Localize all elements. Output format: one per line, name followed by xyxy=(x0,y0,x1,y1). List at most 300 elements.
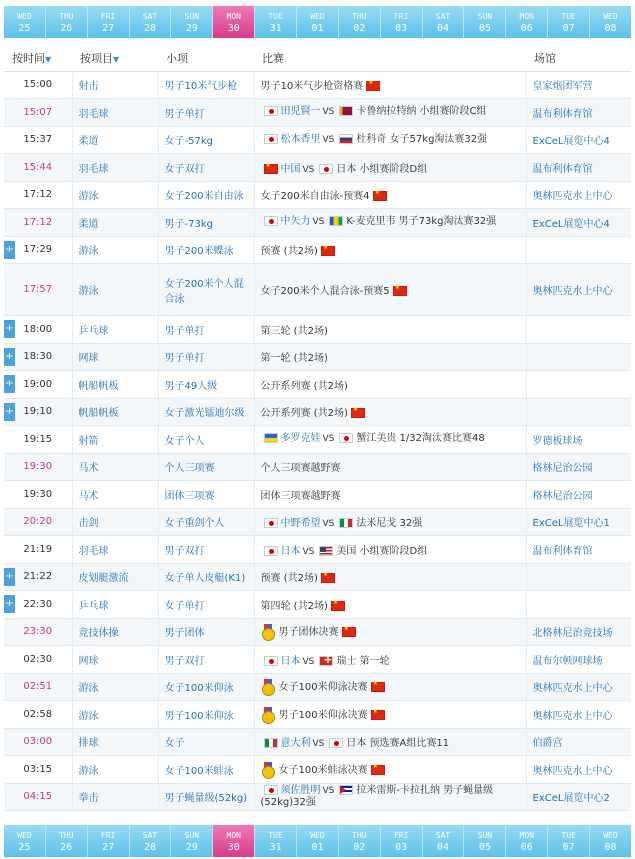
sport-link[interactable]: 射箭 xyxy=(72,426,158,454)
sort-by-sport-header[interactable]: 按项目▼ xyxy=(72,45,158,71)
event-link[interactable]: 女子100米仰泳 xyxy=(158,673,254,701)
match-cell xyxy=(254,646,526,674)
date-tab-weekday: FRI xyxy=(393,831,409,840)
cn-flag-icon xyxy=(371,765,385,775)
date-tab-weekday: SUN xyxy=(477,12,493,21)
event-link[interactable]: 女子双打 xyxy=(158,154,254,182)
date-tab-weekday: SUN xyxy=(184,12,200,21)
time-text: 19:15 xyxy=(23,433,53,445)
venue-link[interactable]: 格林尼治公园 xyxy=(526,453,631,481)
match-cell xyxy=(254,673,526,701)
time-cell xyxy=(4,99,72,127)
sport-link[interactable]: 帆船帆板 xyxy=(72,371,158,399)
team-a-label: 中矢力 xyxy=(280,216,311,228)
venue-link[interactable]: 奥林匹克水上中心 xyxy=(526,181,631,209)
match-cell xyxy=(254,591,526,619)
table-row xyxy=(4,398,631,426)
event-link[interactable]: 团体三项赛 xyxy=(158,481,254,509)
time-cell xyxy=(4,646,72,674)
date-tab-day: 02 xyxy=(353,842,366,853)
venue-link[interactable] xyxy=(526,343,631,371)
time-text: 02:51 xyxy=(23,681,53,693)
event-link[interactable]: 女子个人 xyxy=(158,426,254,454)
match-text: 女子100米仰泳决赛 xyxy=(278,682,368,694)
jp-flag-icon xyxy=(319,164,333,174)
date-tab[interactable] xyxy=(464,825,506,857)
match-text: 团体三项赛越野赛 xyxy=(260,490,341,502)
date-tab[interactable] xyxy=(423,825,465,857)
match-detail: 蟹江美贵 1/32淘汰赛比赛48 xyxy=(356,433,485,445)
match-cell xyxy=(254,453,526,481)
match-cell xyxy=(254,316,526,344)
event-link[interactable]: 男子单打 xyxy=(158,343,254,371)
table-row xyxy=(4,209,631,237)
expand-button[interactable]: + xyxy=(4,348,15,366)
cn-flag-icon xyxy=(321,246,335,256)
table-header xyxy=(4,45,631,71)
jp-flag-icon xyxy=(339,433,353,443)
match-text: 第四轮 (共2场) xyxy=(260,600,328,612)
ch-flag-icon xyxy=(319,656,333,666)
date-tab[interactable] xyxy=(130,825,172,857)
match-cell xyxy=(254,728,526,756)
medal-icon xyxy=(261,624,275,640)
match-content xyxy=(261,246,338,257)
date-tab-weekday: FRI xyxy=(393,12,409,21)
match-text: 男子团体决赛 xyxy=(278,627,339,639)
date-tab-weekday: THU xyxy=(352,12,367,21)
time-text: 18:30 xyxy=(23,351,53,363)
match-cell xyxy=(254,783,526,811)
match-cell xyxy=(254,236,526,264)
sport-link[interactable]: 乒乓球 xyxy=(72,591,158,619)
date-tab-day: 04 xyxy=(437,842,450,853)
date-tab[interactable] xyxy=(213,825,255,857)
match-content xyxy=(261,81,384,92)
match-detail: K-麦克里韦 男子73kg淘汰赛32强 xyxy=(346,216,497,228)
venue-link[interactable] xyxy=(526,398,631,426)
date-bar-bottom xyxy=(4,825,631,857)
cn-flag-icon xyxy=(331,601,345,611)
table-row xyxy=(4,536,631,564)
date-tab-weekday: THU xyxy=(59,831,74,840)
jp-flag-icon xyxy=(264,518,278,528)
sport-link[interactable]: 游泳 xyxy=(72,673,158,701)
vc-flag-icon xyxy=(329,216,343,226)
date-tab[interactable] xyxy=(4,6,46,38)
time-text: 21:19 xyxy=(23,543,53,555)
time-cell xyxy=(4,264,72,316)
sport-link[interactable]: 击剑 xyxy=(72,508,158,536)
expand-button[interactable]: + xyxy=(4,320,15,338)
date-tab-weekday: WED xyxy=(310,12,325,21)
time-text: 02:58 xyxy=(23,708,53,720)
sport-link[interactable]: 游泳 xyxy=(72,701,158,729)
time-text: 03:15 xyxy=(23,763,53,775)
event-column-header: 小项 xyxy=(158,45,254,71)
match-text: 预赛 (共2场) xyxy=(260,573,318,585)
event-link[interactable]: 男子单打 xyxy=(158,316,254,344)
date-tab-weekday: FRI xyxy=(100,831,116,840)
date-tab[interactable] xyxy=(464,6,506,38)
date-tab-day: 05 xyxy=(478,23,491,34)
table-row xyxy=(4,453,631,481)
venue-link[interactable]: 伯爵宫 xyxy=(526,728,631,756)
match-cell xyxy=(254,181,526,209)
match-content xyxy=(261,627,359,638)
match-content xyxy=(261,408,368,419)
match-cell xyxy=(254,154,526,182)
team-a-label: 田児賢一 xyxy=(280,106,321,118)
time-text: 15:07 xyxy=(23,106,53,118)
date-tab-weekday: SUN xyxy=(184,831,200,840)
cn-flag-icon xyxy=(342,627,356,637)
event-link[interactable]: 男子100米仰泳 xyxy=(158,701,254,729)
table-row xyxy=(4,508,631,536)
time-text: 18:00 xyxy=(23,323,53,335)
venue-link[interactable]: ExCeL展览中心2 xyxy=(526,783,631,811)
date-tab-weekday: WED xyxy=(310,831,325,840)
venue-link[interactable]: 格林尼治公园 xyxy=(526,481,631,509)
table-row xyxy=(4,126,631,154)
date-tab-weekday: WED xyxy=(17,831,32,840)
date-tab-day: 25 xyxy=(18,23,31,34)
medal-icon xyxy=(261,707,275,723)
match-content xyxy=(261,656,390,667)
date-tab[interactable] xyxy=(339,6,381,38)
match-text: 男子100米仰泳决赛 xyxy=(278,709,368,721)
table-row xyxy=(4,426,631,454)
match-content xyxy=(261,546,428,557)
table-row xyxy=(4,591,631,619)
venue-link[interactable]: 温布利体育馆 xyxy=(526,154,631,182)
expand-button[interactable]: + xyxy=(4,595,15,613)
sport-link[interactable]: 排球 xyxy=(72,728,158,756)
match-text: 女子200米自由泳-预赛4 xyxy=(260,191,370,203)
date-tab-day: 05 xyxy=(478,842,491,853)
match-cell xyxy=(254,426,526,454)
date-tab[interactable] xyxy=(171,6,213,38)
cn-flag-icon xyxy=(373,191,387,201)
match-content xyxy=(261,106,520,118)
date-tab-weekday: MON xyxy=(226,831,241,840)
date-tab[interactable] xyxy=(255,6,297,38)
time-text: 03:00 xyxy=(23,736,53,748)
date-tab-day: 28 xyxy=(143,23,157,34)
sort-arrow-icon: ▼ xyxy=(113,54,120,64)
date-tab-weekday: TUE xyxy=(268,12,283,21)
match-content xyxy=(261,164,428,175)
time-cell xyxy=(4,783,72,811)
jp-flag-icon xyxy=(329,738,343,748)
match-text: 男子10米气步枪资格赛 xyxy=(260,81,364,93)
date-tab-day: 01 xyxy=(311,23,324,34)
date-tab[interactable] xyxy=(130,6,172,38)
venue-link[interactable]: ExCeL展览中心4 xyxy=(526,209,631,237)
time-cell xyxy=(4,536,72,564)
medal-icon xyxy=(261,762,275,778)
date-tab[interactable] xyxy=(46,825,88,857)
match-cell xyxy=(254,508,526,536)
sport-link[interactable]: 羽毛球 xyxy=(72,154,158,182)
match-cell xyxy=(254,126,526,154)
time-text: 19:30 xyxy=(23,461,53,473)
date-tab[interactable] xyxy=(213,6,255,38)
match-cell xyxy=(254,99,526,127)
time-cell xyxy=(4,316,72,344)
match-cell xyxy=(254,371,526,399)
venue-link[interactable]: ExCeL展览中心1 xyxy=(526,508,631,536)
sport-link[interactable]: 拳击 xyxy=(72,783,158,811)
versus-label: VS xyxy=(302,546,315,557)
venue-link[interactable] xyxy=(526,371,631,399)
date-tab-weekday: MON xyxy=(226,12,241,21)
event-link[interactable]: 女子单打 xyxy=(158,591,254,619)
sort-by-time-header[interactable]: 按时间▼ xyxy=(4,45,72,71)
event-link[interactable]: 女子-57kg xyxy=(158,126,254,154)
sport-link[interactable]: 乒乓球 xyxy=(72,316,158,344)
time-cell xyxy=(4,398,72,426)
date-tab-weekday: WED xyxy=(603,12,618,21)
match-cell xyxy=(254,264,526,316)
sport-link[interactable]: 竞技体操 xyxy=(72,618,158,646)
event-link[interactable]: 女子激光镭迪尔级 xyxy=(158,398,254,426)
match-content xyxy=(261,353,328,364)
time-text: 17:12 xyxy=(23,189,53,201)
time-cell xyxy=(4,728,72,756)
team-a-label: 意大利 xyxy=(280,738,311,750)
match-text: 公开系列赛 (共2场) xyxy=(260,380,348,392)
event-link[interactable]: 女子200米个人混合泳 xyxy=(158,264,254,316)
sport-link[interactable]: 马术 xyxy=(72,481,158,509)
time-text: 15:44 xyxy=(23,161,53,173)
expand-button[interactable]: + xyxy=(4,241,15,259)
date-tab[interactable] xyxy=(46,6,88,38)
event-link[interactable]: 女子 xyxy=(158,728,254,756)
date-tab-day: 01 xyxy=(311,842,324,853)
event-link[interactable]: 男子蝇量级(52kg) xyxy=(158,783,254,811)
time-cell xyxy=(4,453,72,481)
venue-link[interactable]: 奥林匹克水上中心 xyxy=(526,701,631,729)
lk-flag-icon xyxy=(339,106,353,116)
sport-link[interactable]: 柔道 xyxy=(72,209,158,237)
event-link[interactable]: 女子重剑个人 xyxy=(158,508,254,536)
team-a-label: 松本香里 xyxy=(280,133,321,145)
jp-flag-icon xyxy=(264,785,278,795)
cn-flag-icon xyxy=(351,408,365,418)
match-content xyxy=(261,710,388,721)
cn-flag-icon xyxy=(371,710,385,720)
venue-link[interactable] xyxy=(526,316,631,344)
event-link[interactable]: 男子49人级 xyxy=(158,371,254,399)
venue-link[interactable] xyxy=(526,591,631,619)
match-detail: 杜科奇 女子57kg淘汰赛32强 xyxy=(356,133,488,145)
venue-link[interactable]: 奥林匹克水上中心 xyxy=(526,756,631,784)
match-content xyxy=(261,381,348,392)
match-text: 个人三项赛越野赛 xyxy=(260,463,341,475)
event-link[interactable]: 男子双打 xyxy=(158,536,254,564)
time-cell xyxy=(4,756,72,784)
time-text: 22:30 xyxy=(23,598,53,610)
sport-link[interactable]: 网球 xyxy=(72,343,158,371)
date-tab[interactable] xyxy=(590,6,631,38)
match-column-header: 比赛 xyxy=(254,45,526,71)
event-link[interactable]: 女子单人皮艇(K1) xyxy=(158,563,254,591)
date-tab-day: 02 xyxy=(353,23,366,34)
si-flag-icon xyxy=(339,134,353,144)
table-row xyxy=(4,181,631,209)
versus-label: VS xyxy=(302,656,315,667)
date-tab-day: 25 xyxy=(18,842,31,853)
date-tab[interactable] xyxy=(506,825,548,857)
venue-link[interactable]: 温布利体育馆 xyxy=(526,99,631,127)
date-tab[interactable] xyxy=(423,6,465,38)
time-cell xyxy=(4,701,72,729)
sport-link[interactable]: 柔道 xyxy=(72,126,158,154)
date-tab-day: 31 xyxy=(269,23,282,34)
time-text: 19:30 xyxy=(23,488,53,500)
time-text: 02:30 xyxy=(23,653,53,665)
table-row xyxy=(4,71,631,99)
event-link[interactable]: 男子单打 xyxy=(158,99,254,127)
event-link[interactable]: 男子团体 xyxy=(158,618,254,646)
date-tab[interactable] xyxy=(548,825,590,857)
match-detail: 卡鲁纳拉特纳 小组赛阶段C组 xyxy=(356,106,487,118)
match-cell xyxy=(254,618,526,646)
date-tab-weekday: SAT xyxy=(142,12,158,21)
venue-link[interactable]: 奥林匹克水上中心 xyxy=(526,673,631,701)
venue-link[interactable]: 奥林匹克水上中心 xyxy=(526,264,631,316)
time-cell xyxy=(4,426,72,454)
match-content xyxy=(261,738,450,749)
match-cell xyxy=(254,343,526,371)
sport-link[interactable]: 游泳 xyxy=(72,264,158,316)
venue-link[interactable] xyxy=(526,563,631,591)
date-tab[interactable] xyxy=(590,825,631,857)
event-link[interactable]: 男子200米蝶泳 xyxy=(158,236,254,264)
sport-link[interactable]: 网球 xyxy=(72,646,158,674)
expand-button[interactable]: + xyxy=(4,568,15,586)
match-detail: 瑞士 第一轮 xyxy=(336,655,390,667)
date-tab-weekday: SAT xyxy=(435,831,451,840)
date-tab-weekday: TUE xyxy=(268,831,283,840)
table-row xyxy=(4,756,631,784)
table-row xyxy=(4,236,631,264)
team-a-label: 中国 xyxy=(280,163,301,175)
match-content xyxy=(261,216,520,228)
date-tab-weekday: SUN xyxy=(477,831,493,840)
sport-link[interactable]: 帆船帆板 xyxy=(72,398,158,426)
table-row xyxy=(4,783,631,811)
venue-link[interactable]: 北格林尼治竞技场 xyxy=(526,618,631,646)
date-tab[interactable] xyxy=(255,825,297,857)
table-row xyxy=(4,646,631,674)
date-tab-day: 27 xyxy=(102,842,115,853)
ua-flag-icon xyxy=(264,433,278,443)
match-cell xyxy=(254,563,526,591)
sport-link[interactable]: 马术 xyxy=(72,453,158,481)
time-text: 23:30 xyxy=(23,626,53,638)
date-tab-day: 06 xyxy=(520,23,533,34)
versus-label: VS xyxy=(322,134,335,145)
date-tab[interactable] xyxy=(381,825,423,857)
event-link[interactable]: 女子200米自由泳 xyxy=(158,181,254,209)
event-link[interactable]: 男子双打 xyxy=(158,646,254,674)
venue-link[interactable]: 罗德板球场 xyxy=(526,426,631,454)
sport-link[interactable]: 游泳 xyxy=(72,236,158,264)
match-cell xyxy=(254,701,526,729)
time-text: 20:20 xyxy=(23,516,53,528)
sport-link[interactable]: 游泳 xyxy=(72,756,158,784)
schedule-table xyxy=(4,45,631,811)
event-link[interactable]: 男子10米气步枪 xyxy=(158,71,254,99)
cn-flag-icon xyxy=(321,573,335,583)
sport-link[interactable]: 射击 xyxy=(72,71,158,99)
date-tab-day: 30 xyxy=(227,23,240,34)
versus-label: VS xyxy=(312,217,325,228)
date-tab[interactable] xyxy=(297,6,339,38)
sport-link[interactable]: 羽毛球 xyxy=(72,536,158,564)
it-flag-icon xyxy=(339,518,353,528)
sport-link[interactable]: 皮划艇激流 xyxy=(72,563,158,591)
date-tab[interactable] xyxy=(88,6,130,38)
jp-flag-icon xyxy=(264,656,278,666)
date-tab[interactable] xyxy=(297,825,339,857)
it-flag-icon xyxy=(264,738,278,748)
time-text: 19:00 xyxy=(23,378,53,390)
event-link[interactable]: 个人三项赛 xyxy=(158,453,254,481)
time-cell xyxy=(4,591,72,619)
jp-flag-icon xyxy=(264,216,278,226)
time-cell xyxy=(4,154,72,182)
cu-flag-icon xyxy=(339,785,353,795)
versus-label: VS xyxy=(322,785,335,796)
sport-link[interactable]: 羽毛球 xyxy=(72,99,158,127)
time-cell xyxy=(4,673,72,701)
date-tab[interactable] xyxy=(548,6,590,38)
venue-link[interactable]: 温布利体育馆 xyxy=(526,536,631,564)
team-a-label: 日本 xyxy=(280,655,301,667)
date-tab[interactable] xyxy=(339,825,381,857)
date-tab[interactable] xyxy=(506,6,548,38)
match-cell xyxy=(254,71,526,99)
date-tab[interactable] xyxy=(381,6,423,38)
date-tab[interactable] xyxy=(88,825,130,857)
cn-flag-icon xyxy=(264,164,278,174)
match-text: 预赛 (共2场) xyxy=(260,246,318,258)
event-link[interactable]: 男子-73kg xyxy=(158,209,254,237)
expand-button[interactable]: + xyxy=(4,375,15,393)
time-text: 19:10 xyxy=(23,406,53,418)
venue-link[interactable]: 皇家炮团军营 xyxy=(526,71,631,99)
event-link[interactable]: 女子100米蛙泳 xyxy=(158,756,254,784)
table-row xyxy=(4,618,631,646)
expand-button[interactable]: + xyxy=(4,403,15,421)
venue-link[interactable] xyxy=(526,236,631,264)
venue-link[interactable]: ExCeL展览中心4 xyxy=(526,126,631,154)
venue-link[interactable]: 温布尔顿网球场 xyxy=(526,646,631,674)
table-row xyxy=(4,316,631,344)
date-tab[interactable] xyxy=(4,825,46,857)
sort-arrow-icon: ▼ xyxy=(45,54,52,64)
date-tab-day: 26 xyxy=(60,23,73,34)
date-tab-day: 08 xyxy=(604,23,617,34)
date-tab-day: 08 xyxy=(604,842,617,853)
sport-link[interactable]: 游泳 xyxy=(72,181,158,209)
date-tab-day: 07 xyxy=(562,842,575,853)
jp-flag-icon xyxy=(264,106,278,116)
date-tab[interactable] xyxy=(171,825,213,857)
